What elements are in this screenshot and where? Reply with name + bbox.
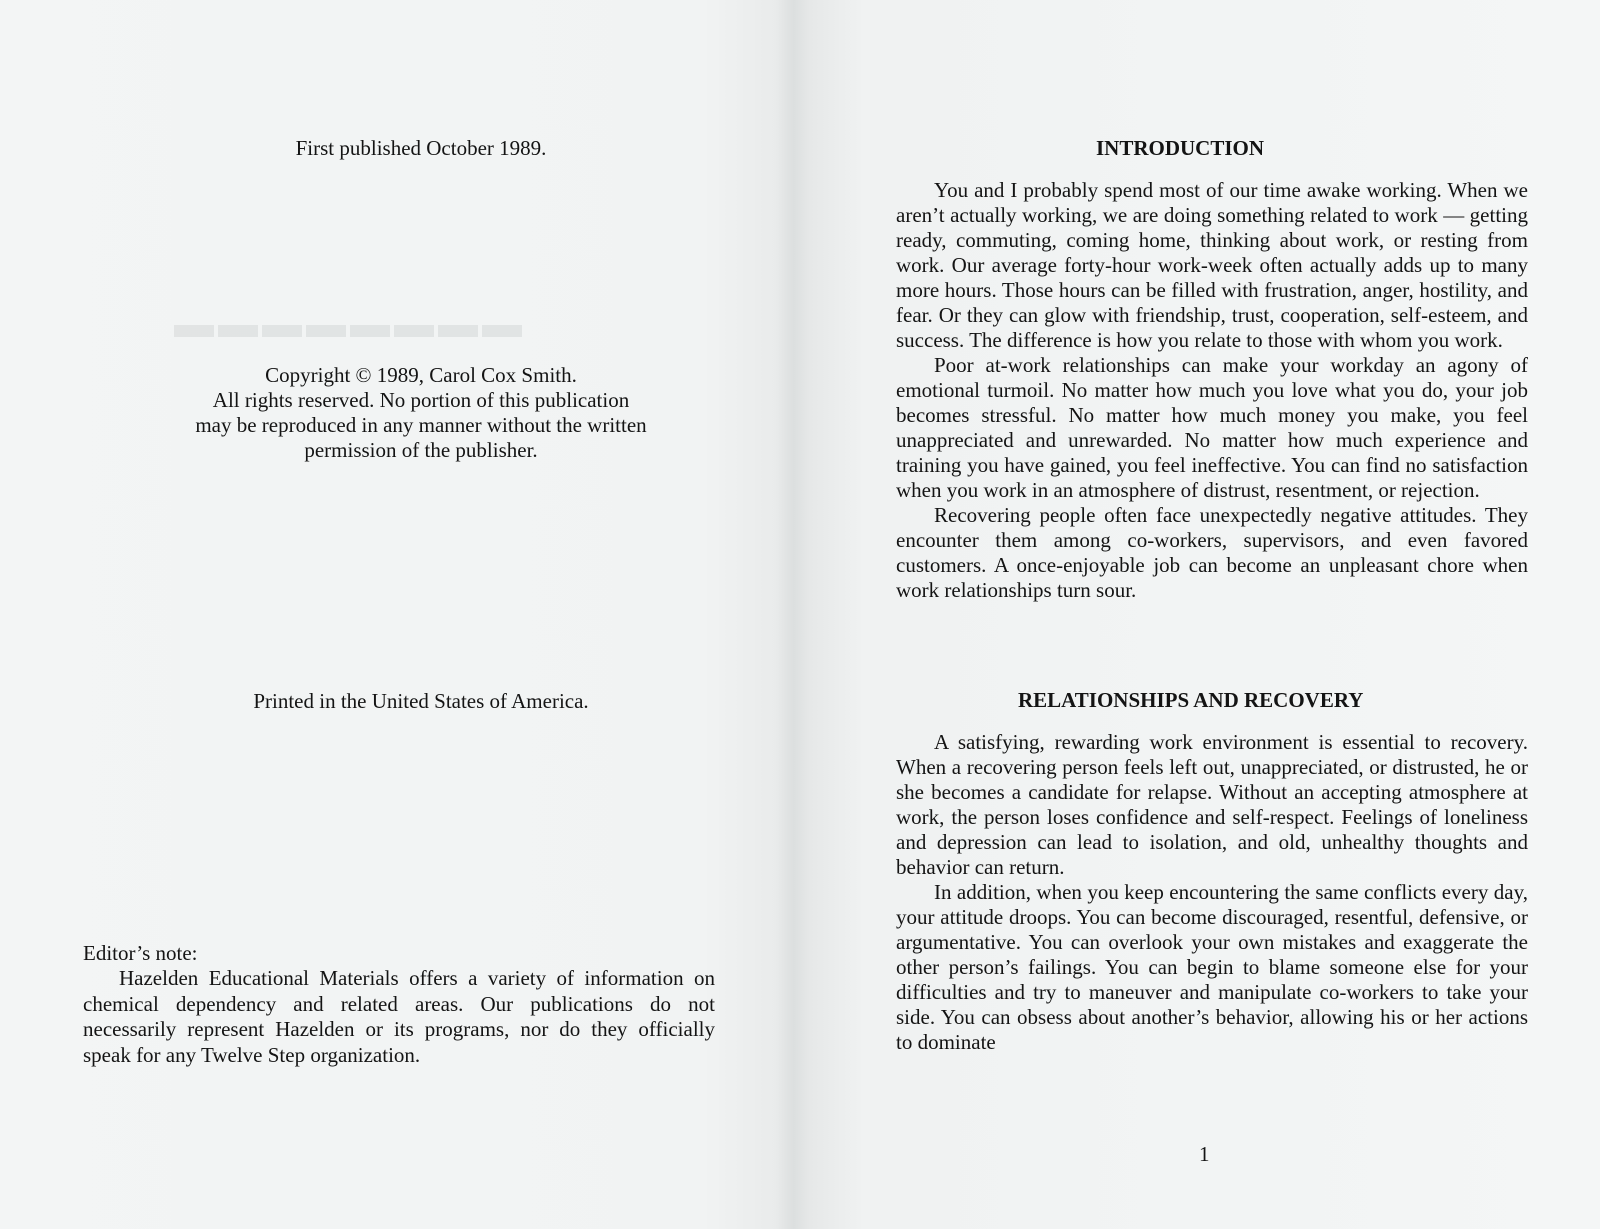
introduction-body	[896, 178, 1528, 603]
copyright-line: All rights reserved. No portion of this publication	[212, 388, 630, 412]
editor-note-label: Editor’s note:	[83, 941, 198, 965]
editor-note-body: Hazelden Educational Materials offers a variety of information on chemical dependency and related areas. Our publications do not necessarily represent Hazelden or its programs, nor do they officially speak for any Twelve Step organization.	[83, 966, 715, 1067]
show-through-ink: ▬▬▬▬▬▬▬▬	[170, 301, 522, 346]
copyright-notice	[0, 363, 842, 463]
paragraph: In addition, when you keep encountering the same conflicts every day, your attitude droops. You can become discouraged, resentful, defensive, or argumentative. You can overlook your own mistakes and exaggerate the other person’s failings. You can begin to blame someone else for your difficulties and try to maneuver and manipulate co-workers to take your side. You can obsess about another’s behavior, allowing his or her actions to dominate	[896, 880, 1528, 1054]
copyright-line: may be reproduced in any manner without the written	[195, 413, 647, 437]
page-number: 1	[1199, 1142, 1210, 1166]
copyright-line: permission of the publisher.	[304, 438, 538, 462]
paragraph: A satisfying, rewarding work environment is essential to recovery. When a recovering person feels left out, unappreciated, or distrusted, he or she becomes a candidate for relapse. Without an accepting atmosphere at work, the person loses confidence and self-respect. Feelings of loneliness and depression can lead to isolation, and old, unhealthy thoughts and behavior can return.	[896, 730, 1528, 879]
relationships-heading: RELATIONSHIPS AND RECOVERY	[1018, 688, 1364, 712]
introduction-heading: INTRODUCTION	[1096, 136, 1265, 160]
copyright-line: Copyright © 1989, Carol Cox Smith.	[265, 363, 577, 387]
paragraph: Recovering people often face unexpectedly negative attitudes. They encounter them among co-workers, supervisors, and even favored customers. A once-enjoyable job can become an unpleasant chore when work relationships turn sour.	[896, 503, 1528, 602]
relationships-body	[896, 730, 1528, 1055]
publication-date-line: First published October 1989.	[295, 136, 547, 160]
printed-in-line: Printed in the United States of America.	[253, 689, 589, 713]
paragraph: You and I probably spend most of our time awake working. When we aren’t actually working, we are doing something related to work — getting ready, commuting, coming home, thinking about work, or resting from work. Our average forty-hour work-week often actually adds up to many more hours. Those hours can be filled with frustration, anger, hostility, and fear. Or they can glow with friendship, trust, cooperation, self-esteem, and success. The difference is how you relate to those with whom you work.	[896, 178, 1528, 352]
editor-note	[83, 941, 715, 1068]
paragraph: Poor at-work relationships can make your workday an agony of emotional turmoil. No matter how much you love what you do, your job becomes stressful. No matter how much money you make, you feel unappreciated and unrewarded. No matter how much experience and training you have gained, you feel ineffective. You can find no satisfaction when you work in an atmosphere of distrust, resentment, or rejection.	[896, 353, 1528, 502]
